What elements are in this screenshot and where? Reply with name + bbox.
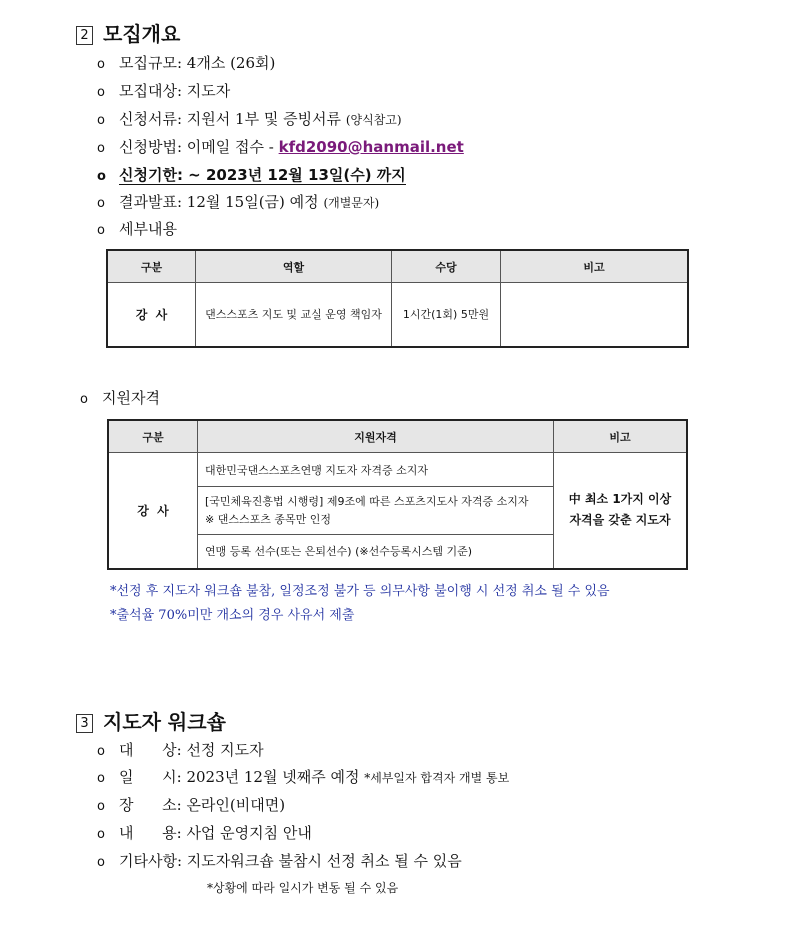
section-number-box: 2	[76, 26, 93, 45]
item-text: 사업 운영지침 안내	[186, 824, 312, 842]
bullet-icon: o	[97, 113, 105, 128]
item-text: 결과발표: 12월 15일(금) 예정	[119, 193, 319, 211]
table-header: 역할	[196, 250, 392, 283]
table-header: 지원자격	[198, 420, 554, 453]
item-label: 기타사항:	[119, 852, 183, 870]
bullet-icon: o	[97, 855, 105, 870]
deadline-text: 신청기한: ~ 2023년 12월 13일(수) 까지	[119, 166, 406, 184]
table-cell-note	[501, 283, 689, 347]
item-text: 신청서류: 지원서 1부 및 증빙서류	[119, 110, 342, 128]
note-line: 자격을 갖춘 지도자	[569, 513, 671, 528]
table-header: 수당	[392, 250, 501, 283]
table-cell-qualification: 대한민국댄스스포츠연맹 지도자 자격증 소지자	[198, 453, 554, 487]
bullet-icon: o	[97, 223, 105, 238]
item-text: 선정 지도자	[186, 741, 264, 759]
item-text: 지원자격	[102, 389, 160, 407]
item-text: 세부내용	[119, 220, 177, 238]
footnote-text: *상황에 따라 일시가 변동 될 수 있음	[207, 881, 399, 895]
table-header: 비고	[501, 250, 689, 283]
notice-text: *출석율 70%미만 개소의 경우 사유서 제출	[110, 608, 355, 623]
list-item	[97, 52, 275, 73]
table-cell-qualification: 연맹 등록 선수(또는 은퇴선수) (※선수등록시스템 기준)	[198, 535, 554, 569]
item-text: 모집규모: 4개소 (26회)	[119, 54, 276, 72]
bullet-icon: o	[97, 799, 105, 814]
item-label: 대 상:	[119, 741, 182, 759]
qualification-line: ※ 댄스스포츠 종목만 인정	[205, 512, 331, 526]
qualification-line: [국민체육진흥법 시행령] 제9조에 따른 스포츠지도사 자격증 소지자	[205, 494, 529, 508]
notice-text: *선정 후 지도자 워크숍 불참, 일정조정 불가 등 의무사항 불이행 시 선정 취소 될 수 있음	[110, 584, 610, 599]
list-item	[97, 80, 230, 101]
details-table	[106, 249, 689, 348]
list-item	[97, 794, 285, 815]
section-title: 모집개요	[103, 22, 181, 46]
item-text: 신청방법: 이메일 접수 -	[119, 138, 279, 156]
bullet-icon: o	[97, 827, 105, 842]
list-item	[97, 766, 509, 787]
bullet-icon: o	[97, 141, 105, 156]
bullet-icon: o	[97, 57, 105, 72]
section-title: 지도자 워크숍	[103, 710, 226, 734]
item-text: 2023년 12월 넷째주 예정	[186, 768, 360, 786]
bullet-icon: o	[97, 744, 105, 759]
item-label: 일 시:	[119, 768, 182, 786]
qualification-heading	[80, 387, 160, 408]
item-small-note: (양식참고)	[345, 113, 402, 127]
section3-heading	[76, 706, 226, 735]
bullet-icon: o	[80, 392, 88, 407]
list-item	[97, 822, 312, 843]
bullet-icon: o	[97, 169, 106, 184]
note-line: 中 최소 1가지 이상	[568, 492, 672, 507]
list-item	[97, 191, 379, 212]
section-number-box: 3	[76, 714, 93, 733]
item-small-note: *세부일자 합격자 개별 통보	[364, 771, 510, 785]
item-small-note: (개별문자)	[323, 196, 380, 210]
item-text: 모집대상: 지도자	[119, 82, 231, 100]
item-label: 내 용:	[119, 824, 182, 842]
table-cell-pay: 1시간(1회) 5만원	[392, 283, 501, 347]
item-label: 장 소:	[119, 796, 182, 814]
section2-heading	[76, 18, 180, 47]
table-cell-qualification	[198, 487, 554, 535]
item-text: 온라인(비대면)	[186, 796, 286, 814]
table-cell-category: 강 사	[107, 283, 196, 347]
table-header: 비고	[554, 420, 688, 453]
list-item	[97, 739, 264, 760]
qualification-table	[107, 419, 688, 570]
item-text: 지도자워크숍 불참시 선정 취소 될 수 있음	[186, 852, 462, 870]
table-cell-role: 댄스스포츠 지도 및 교실 운영 책임자	[196, 283, 392, 347]
list-item	[97, 850, 462, 871]
list-item	[97, 218, 177, 239]
bullet-icon: o	[97, 771, 105, 786]
bullet-icon: o	[97, 85, 105, 100]
list-item	[97, 136, 464, 157]
bullet-icon: o	[97, 196, 105, 211]
table-header: 구분	[108, 420, 198, 453]
table-cell-category: 강 사	[108, 453, 198, 569]
email-link[interactable]: kfd2090@hanmail.net	[278, 138, 464, 156]
table-header: 구분	[107, 250, 196, 283]
list-item-deadline	[97, 164, 406, 185]
list-item	[97, 108, 402, 129]
table-cell-note	[554, 453, 688, 569]
